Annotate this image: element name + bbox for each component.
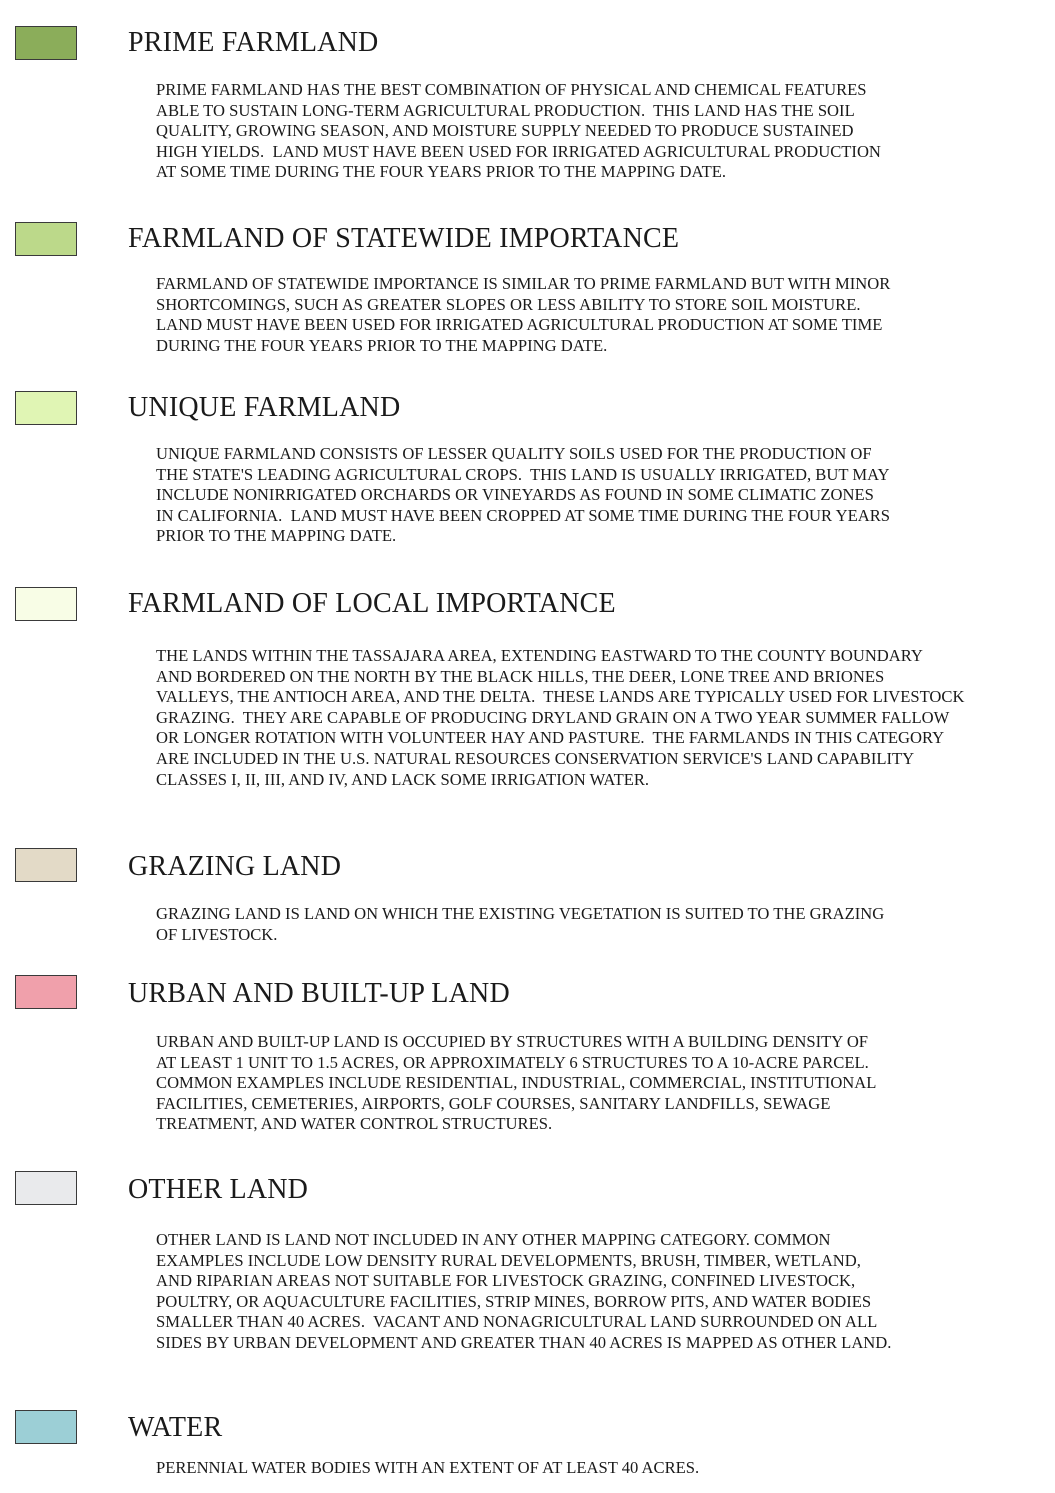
other-land-description: OTHER LAND IS LAND NOT INCLUDED IN ANY OTHER MAPPING CATEGORY. COMMON EXAMPLES INCLUDE LOW DENSITY RURAL DEVELOPMENTS, BRUSH, TIMBER, WETLAND, AND RIPARIAN AREAS NOT SUITABLE FOR LIVESTOCK GRAZING, CONFINED LIVESTOCK, POULTRY, OR AQUACULTURE FACILITIES, STRIP MINES, BORROW PITS, AND WATER BODIES SMALLER THAN 40 ACRES. VACANT AND NONAGRICULTURAL LAND SURROUNDED ON ALL SIDES BY URBAN DEVELOPMENT AND GREATER THAN 40 ACRES IS MAPPED AS OTHER LAND. xyxy=(156,1230,892,1352)
urban-land-description: URBAN AND BUILT-UP LAND IS OCCUPIED BY STRUCTURES WITH A BUILDING DENSITY OF AT LEAST 1 UNIT TO 1.5 ACRES, OR APPROXIMATELY 6 STRUCTURES TO A 10-ACRE PARCEL. COMMON EXAMPLES INCLUDE RESIDENTIAL, INDUSTRIAL, COMMERCIAL, INSTITUTIONAL FACILITIES, CEMETERIES, AIRPORTS, GOLF COURSES, SANITARY LANDFILLS, SEWAGE TREATMENT, AND WATER CONTROL STRUCTURES. xyxy=(156,1032,877,1134)
prime-farmland-description: PRIME FARMLAND HAS THE BEST COMBINATION OF PHYSICAL AND CHEMICAL FEATURES ABLE TO SUSTAIN LONG-TERM AGRICULTURAL PRODUCTION. THIS LAND HAS THE SOIL QUALITY, GROWING SEASON, AND MOISTURE SUPPLY NEEDED TO PRODUCE SUSTAINED HIGH YIELDS. LAND MUST HAVE BEEN USED FOR IRRIGATED AGRICULTURAL PRODUCTION AT SOME TIME DURING THE FOUR YEARS PRIOR TO THE MAPPING DATE. xyxy=(156,80,881,182)
unique-farmland-title: UNIQUE FARMLAND xyxy=(128,392,401,423)
unique-farmland-swatch xyxy=(15,391,77,425)
statewide-farmland-swatch xyxy=(15,222,77,256)
statewide-farmland-description: FARMLAND OF STATEWIDE IMPORTANCE IS SIMILAR TO PRIME FARMLAND BUT WITH MINOR SHORTCOMINGS, SUCH AS GREATER SLOPES OR LESS ABILITY TO STORE SOIL MOISTURE. LAND MUST HAVE BEEN USED FOR IRRIGATED AGRICULTURAL PRODUCTION AT SOME TIME DURING THE FOUR YEARS PRIOR TO THE MAPPING DATE. xyxy=(156,274,891,355)
prime-farmland-title: PRIME FARMLAND xyxy=(128,27,379,58)
water-title: WATER xyxy=(128,1412,223,1443)
urban-land-title: URBAN AND BUILT-UP LAND xyxy=(128,978,510,1009)
grazing-land-description: GRAZING LAND IS LAND ON WHICH THE EXISTING VEGETATION IS SUITED TO THE GRAZING OF LIVESTOCK. xyxy=(156,904,885,944)
grazing-land-title: GRAZING LAND xyxy=(128,851,342,882)
unique-farmland-description: UNIQUE FARMLAND CONSISTS OF LESSER QUALITY SOILS USED FOR THE PRODUCTION OF THE STATE'S LEADING AGRICULTURAL CROPS. THIS LAND IS USUALLY IRRIGATED, BUT MAY INCLUDE NONIRRIGATED ORCHARDS OR VINEYARDS AS FOUND IN SOME CLIMATIC ZONES IN CALIFORNIA. LAND MUST HAVE BEEN CROPPED AT SOME TIME DURING THE FOUR YEARS PRIOR TO THE MAPPING DATE. xyxy=(156,444,891,546)
local-farmland-description: THE LANDS WITHIN THE TASSAJARA AREA, EXTENDING EASTWARD TO THE COUNTY BOUNDARY AND BORDERED ON THE NORTH BY THE BLACK HILLS, THE DEER, LONE TREE AND BRIONES VALLEYS, THE ANTIOCH AREA, AND THE DELTA. THESE LANDS ARE TYPICALLY USED FOR LIVESTOCK GRAZING. THEY ARE CAPABLE OF PRODUCING DRYLAND GRAIN ON A TWO YEAR SUMMER FALLOW OR LONGER ROTATION WITH VOLUNTEER HAY AND PASTURE. THE FARMLANDS IN THIS CATEGORY ARE INCLUDED IN THE U.S. NATURAL RESOURCES CONSERVATION SERVICE'S LAND CAPABILITY CLASSES I, II, III, AND IV, AND LACK SOME IRRIGATION WATER. xyxy=(156,646,965,789)
water-description: PERENNIAL WATER BODIES WITH AN EXTENT OF AT LEAST 40 ACRES. xyxy=(156,1458,700,1477)
urban-land-swatch xyxy=(15,975,77,1009)
statewide-farmland-title: FARMLAND OF STATEWIDE IMPORTANCE xyxy=(128,223,680,254)
grazing-land-swatch xyxy=(15,848,77,882)
prime-farmland-swatch xyxy=(15,26,77,60)
other-land-swatch xyxy=(15,1171,77,1205)
other-land-title: OTHER LAND xyxy=(128,1174,309,1205)
water-swatch xyxy=(15,1410,77,1444)
local-farmland-title: FARMLAND OF LOCAL IMPORTANCE xyxy=(128,588,616,619)
local-farmland-swatch xyxy=(15,587,77,621)
